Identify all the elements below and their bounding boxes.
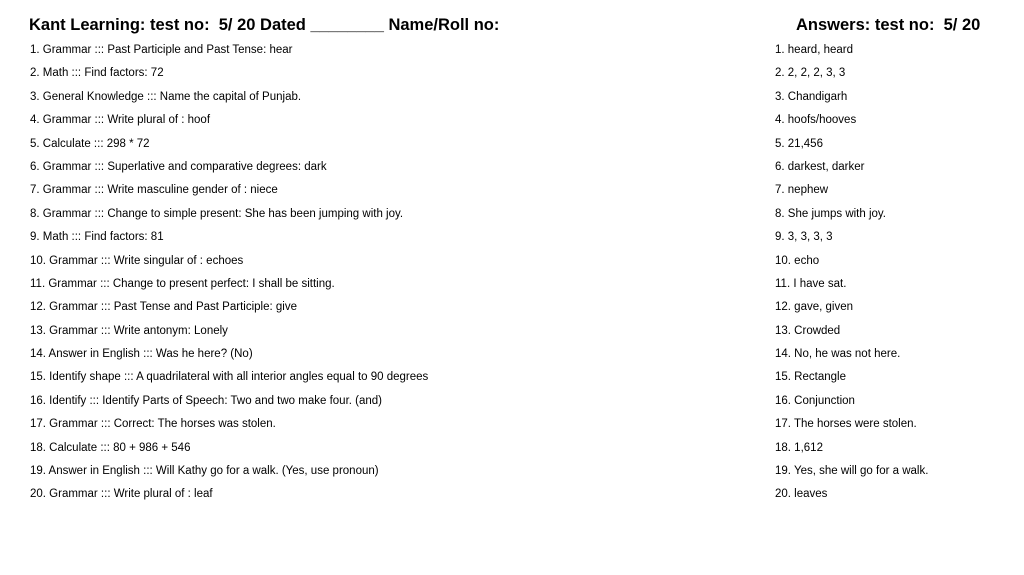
answer-item: 18. 1,612 — [775, 441, 823, 454]
answer-item: 15. Rectangle — [775, 371, 846, 384]
question-item: 19. Answer in English ::: Will Kathy go for a walk. (Yes, use pronoun) — [30, 465, 379, 478]
question-item: 5. Calculate ::: 298 * 72 — [30, 137, 150, 150]
answer-item: 9. 3, 3, 3, 3 — [775, 231, 833, 244]
question-item: 12. Grammar ::: Past Tense and Past Participle: give — [30, 301, 297, 314]
question-item: 10. Grammar ::: Write singular of : echoes — [30, 254, 244, 267]
answer-item: 14. No, he was not here. — [775, 348, 901, 361]
answer-item: 13. Crowded — [775, 324, 841, 337]
answer-item: 6. darkest, darker — [775, 160, 865, 173]
question-item: 2. Math ::: Find factors: 72 — [30, 67, 164, 80]
answers-title: Answers: test no: 5/ 20 — [796, 16, 981, 34]
question-item: 9. Math ::: Find factors: 81 — [30, 231, 164, 244]
question-item: 4. Grammar ::: Write plural of : hoof — [30, 114, 211, 127]
answer-item: 2. 2, 2, 2, 3, 3 — [775, 67, 846, 80]
answer-item: 5. 21,456 — [775, 137, 823, 150]
question-item: 7. Grammar ::: Write masculine gender of : niece — [30, 184, 278, 197]
answer-item: 17. The horses were stolen. — [775, 418, 917, 431]
answer-item: 7. nephew — [775, 184, 829, 197]
answer-item: 16. Conjunction — [775, 394, 855, 407]
question-item: 11. Grammar ::: Change to present perfect: I shall be sitting. — [30, 277, 335, 290]
question-item: 16. Identify ::: Identify Parts of Speech: Two and two make four. (and) — [30, 394, 383, 407]
answer-list — [775, 43, 1015, 511]
question-item: 8. Grammar ::: Change to simple present: She has been jumping with joy. — [30, 207, 404, 220]
answer-item: 3. Chandigarh — [775, 90, 848, 103]
answer-item: 12. gave, given — [775, 301, 854, 314]
question-item: 14. Answer in English ::: Was he here? (No) — [30, 348, 253, 361]
question-item: 18. Calculate ::: 80 + 986 + 546 — [30, 441, 191, 454]
question-item: 20. Grammar ::: Write plural of : leaf — [30, 488, 213, 501]
worksheet-title: Kant Learning: test no: 5/ 20 Dated ________ Name/Roll no: — [29, 16, 500, 34]
answer-item: 1. heard, heard — [775, 44, 854, 56]
answer-item: 10. echo — [775, 254, 820, 267]
answer-item: 4. hoofs/hooves — [775, 114, 857, 127]
question-item: 3. General Knowledge ::: Name the capital of Punjab. — [30, 90, 302, 103]
answer-item: 19. Yes, she will go for a walk. — [775, 465, 929, 478]
answer-item: 8. She jumps with joy. — [775, 207, 887, 220]
question-list — [30, 43, 760, 511]
question-item: 13. Grammar ::: Write antonym: Lonely — [30, 324, 228, 337]
answer-item: 20. leaves — [775, 488, 828, 501]
question-item: 15. Identify shape ::: A quadrilateral with all interior angles equal to 90 degrees — [30, 371, 429, 384]
answer-item: 11. I have sat. — [775, 277, 847, 290]
question-item: 1. Grammar ::: Past Participle and Past Tense: hear — [30, 44, 293, 56]
question-item: 6. Grammar ::: Superlative and comparative degrees: dark — [30, 160, 327, 173]
question-item: 17. Grammar ::: Correct: The horses was stolen. — [30, 418, 276, 431]
